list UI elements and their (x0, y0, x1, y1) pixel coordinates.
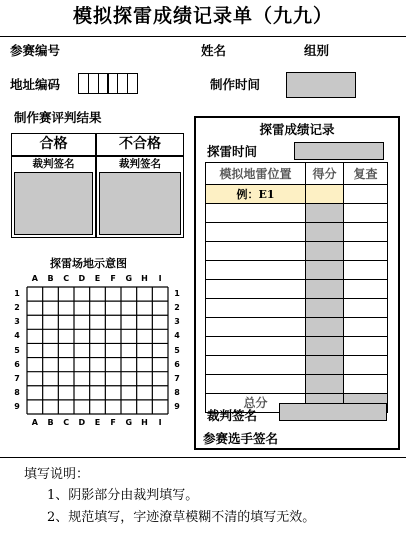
record-header-pos (205, 162, 306, 185)
record-cell-pos[interactable] (205, 203, 306, 223)
map-column-label-bottom: I (158, 418, 162, 427)
pass-header: 合格 (39, 136, 68, 152)
record-cell-pos[interactable] (205, 317, 306, 337)
record-cell-pos[interactable] (205, 260, 306, 280)
record-cell-review[interactable] (343, 260, 388, 280)
record-cell-score[interactable] (305, 241, 344, 261)
map-row-label-left: 2 (14, 303, 20, 313)
record-cell-score[interactable] (305, 203, 344, 223)
fail-judge-signature-label: 裁判签名 (119, 158, 161, 170)
record-time-field[interactable] (294, 142, 384, 160)
group-label: 组别 (304, 43, 330, 58)
map-row-label-left: 9 (14, 401, 20, 411)
record-cell-review[interactable] (343, 222, 388, 242)
map-row-label-right: 4 (174, 331, 180, 341)
record-cell-review[interactable] (343, 241, 388, 261)
map-column-label-top: B (47, 274, 54, 283)
record-cell-review[interactable] (343, 279, 388, 299)
record-heading: 探雷成绩记录 (259, 122, 335, 137)
record-header-score (305, 162, 344, 185)
record-cell-score[interactable] (305, 222, 344, 242)
record-cell-score[interactable] (305, 336, 344, 356)
map-row-label-left: 8 (14, 387, 20, 397)
map-column-label-bottom: F (110, 418, 116, 427)
instruction-item: 1、阴影部分由裁判填写。 (47, 488, 199, 503)
map-column-label-bottom: A (31, 418, 38, 427)
record-cell-score[interactable] (305, 374, 344, 394)
record-header-review (343, 162, 388, 185)
minefield-grid[interactable] (0, 0, 190, 430)
map-row-label-left: 4 (14, 331, 20, 341)
map-column-label-bottom: B (47, 418, 54, 427)
record-cell-pos (205, 184, 306, 204)
map-row-label-right: 6 (174, 359, 180, 369)
record-header-score-text: 得分 (312, 166, 337, 181)
map-column-label-top: E (94, 274, 101, 283)
production-time-label: 制作时间 (210, 77, 261, 92)
fail-header: 不合格 (119, 136, 161, 152)
record-cell-review[interactable] (343, 298, 388, 318)
map-column-label-top: F (110, 274, 116, 283)
map-column-label-bottom: C (63, 418, 70, 427)
record-judge-signature-label: 裁判签名 (207, 408, 258, 423)
map-column-label-top: C (63, 274, 70, 283)
address-code-label: 地址编码 (10, 77, 61, 92)
map-column-label-bottom: G (125, 418, 133, 427)
record-cell-score[interactable] (305, 298, 344, 318)
map-column-label-bottom: E (94, 418, 101, 427)
map-row-label-right: 2 (174, 303, 180, 313)
contestant-signature-label: 参赛选手签名 (203, 431, 279, 446)
review-heading: 制作赛评判结果 (14, 110, 102, 125)
record-cell-score[interactable] (305, 279, 344, 299)
record-cell-review[interactable] (343, 355, 388, 375)
record-cell-pos[interactable] (205, 222, 306, 242)
map-row-label-right: 5 (174, 345, 180, 355)
record-cell-score[interactable] (305, 317, 344, 337)
map-row-label-left: 6 (14, 359, 20, 369)
map-row-label-right: 9 (174, 401, 180, 411)
map-row-label-left: 5 (14, 345, 20, 355)
map-row-label-left: 7 (14, 373, 20, 383)
map-column-label-top: A (31, 274, 38, 283)
map-column-label-top: D (78, 274, 86, 283)
pass-judge-signature-label: 裁判签名 (32, 158, 75, 170)
record-cell-pos[interactable] (205, 279, 306, 299)
example-row-text: 例：E1 (236, 187, 275, 201)
record-cell-review[interactable] (343, 374, 388, 394)
map-row-label-right: 1 (174, 289, 180, 299)
record-judge-signature-field[interactable] (279, 403, 387, 421)
map-row-label-right: 3 (174, 317, 180, 327)
map-column-label-bottom: D (78, 418, 86, 427)
map-row-label-left: 3 (14, 317, 20, 327)
record-cell-score[interactable] (305, 260, 344, 280)
record-cell-review[interactable] (343, 317, 388, 337)
map-column-label-top: H (141, 274, 148, 283)
contestant-number-label: 参赛编号 (10, 43, 61, 58)
record-cell-pos[interactable] (205, 298, 306, 318)
record-cell-review[interactable] (343, 336, 388, 356)
record-cell-pos[interactable] (205, 374, 306, 394)
name-label: 姓名 (201, 43, 227, 58)
map-column-label-top: I (158, 274, 162, 283)
record-cell-pos[interactable] (205, 336, 306, 356)
map-column-label-bottom: H (141, 418, 148, 427)
record-cell-pos[interactable] (205, 355, 306, 375)
record-header-review-text: 复查 (353, 166, 378, 181)
record-cell-score (305, 184, 344, 204)
total-label: 总分 (243, 396, 268, 410)
map-column-label-top: G (125, 274, 133, 283)
page-title: 模拟探雷成绩记录单（九九） (72, 5, 333, 27)
record-cell-score[interactable] (305, 355, 344, 375)
production-time-field[interactable] (286, 72, 356, 98)
map-row-label-left: 1 (14, 289, 20, 299)
record-table (205, 162, 387, 410)
instructions-heading: 填写说明： (24, 467, 90, 482)
map-row-label-right: 7 (174, 373, 180, 383)
record-header-pos-text: 模拟地雷位置 (219, 166, 292, 181)
instruction-item: 2、规范填写，字迹潦草模糊不清的填写无效。 (47, 510, 316, 525)
record-cell-pos[interactable] (205, 241, 306, 261)
record-time-label: 探雷时间 (207, 144, 258, 159)
record-cell-review (343, 184, 388, 204)
map-row-label-right: 8 (174, 387, 180, 397)
map-title: 探雷场地示意图 (50, 257, 127, 270)
record-cell-review[interactable] (343, 203, 388, 223)
